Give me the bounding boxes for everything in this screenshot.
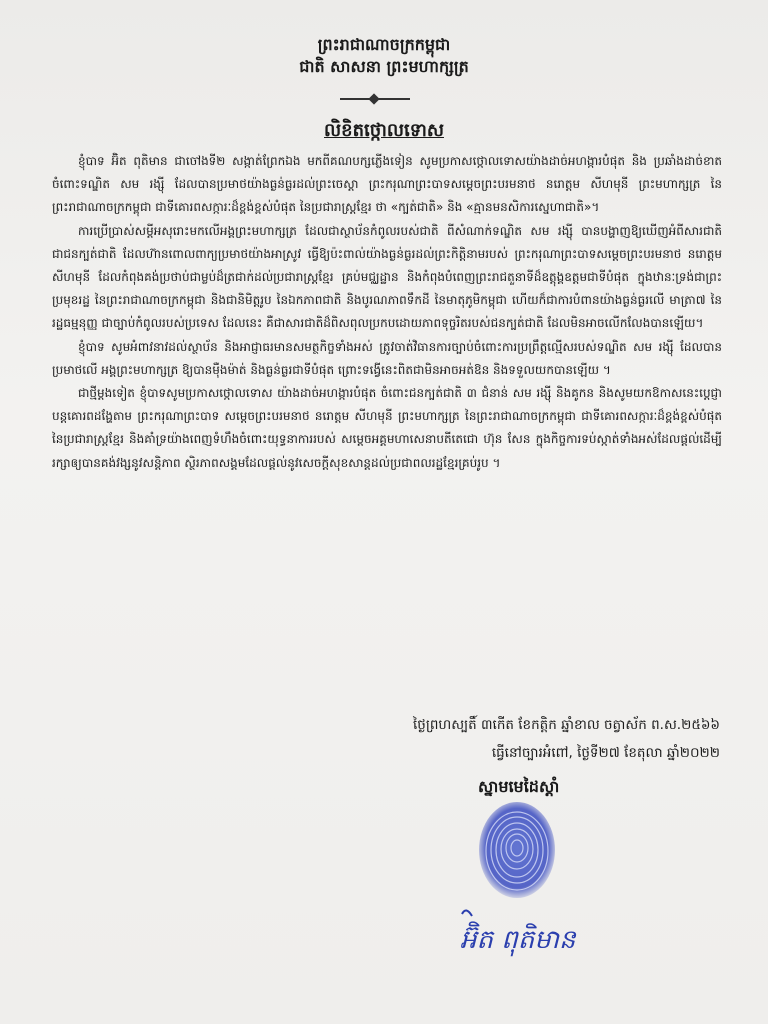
place-and-date: ធ្វើនៅច្បារអំពៅ, ថ្ងៃទី២៧ ខែតុលា ឆ្នាំ២០២២ — [491, 745, 720, 761]
paragraph: ជាថ្មីម្តងទៀត ខ្ញុំបាទសូមប្រកាសថ្កោលទោស យ៉ាងដាច់អហង្ការបំផុត ចំពោះជនក្បត់ជាតិ ៣ ជំនាន់ សម រង្ស៊ី និងគូកន និងសូមយកឱកាសនេះប្តេជ្ញាបន្តគោរពដង្ហែតាម ព្រះករុណាព្រះបាទ សម្តេចព្រះបរមនាថ នរោត្តម សីហមុនី ព្រះមហាក្សត្រ នៃព្រះរាជាណាចក្រកម្ពុជា ជាទីគោរពសក្ការៈដ៏ខ្ពង់ខ្ពស់បំផុតនៃប្រជារាស្ត្រខ្មែរ និងគាំទ្រយ៉ាងពេញទំហឹងចំពោះយុទ្ធនាការរបស់ សម្តេចអគ្គមហាសេនាបតីតេជោ ហ៊ុន សែន ក្នុងកិច្ចការទប់ស្កាត់ទាំងអស់ដែលផ្តល់ដើម្បីរក្សាឲ្យបានគង់វង្សនូវសន្តិភាព ស្ថិរភាពសង្គមដែលផ្តល់នូវសេចក្តីសុខសាន្តដល់ប្រជាពលរដ្ឋខ្មែរគ្រប់រូប ។ — [52, 386, 722, 470]
paragraph: ខ្ញុំបាទ សូមអំពាវនាវដល់ស្ថាប័ន និងអាជ្ញាធរមានសមត្ថកិច្ចទាំងអស់ ត្រូវចាត់វិធានការច្បាប់ចំពោះការប្រព្រឹត្តល្មើសរបស់ទណ្ឌិត សម រង្ស៊ី ដែលបានប្រមាថលើ អង្គព្រះមហាក្សត្រ ឱ្យបានម៉ឺងម៉ាត់ និងធ្ងន់ធ្ងរជាទីបំផុត ព្រោះទង្វើនេះពិតជាមិនអាចអត់ឱន និងទទួលយកបានឡើយ ។ — [52, 339, 722, 377]
thumbprint-label: ស្នាមមេដៃស្តាំ — [478, 777, 560, 796]
divider-ornament — [340, 98, 410, 100]
paragraph: ខ្ញុំបាទ អ៊ិត ពុតិមាន ជាចៅងទី២ សង្កាត់ព្រែកឯង មកពីគណបក្សភ្លើងទៀន សូមប្រកាសថ្កោលទោសយ៉ាងដាច់អហង្ការបំផុត និង ប្រឆាំងដាច់ខាតចំពោះទណ្ឌិត សម រង្ស៊ី ដែលបានប្រមាថយ៉ាងធ្ងន់ធ្ងរដល់ព្រះចេស្តា ព្រះករុណាព្រះបាទសម្តេចព្រះបរមនាថ នរោត្តម សីហមុនី ព្រះមហាក្សត្រ នៃព្រះរាជាណាចក្រកម្ពុជា ជាទីគោរពសក្ការៈដ៏ខ្ពង់ខ្ពស់បំផុត នៃប្រជារាស្ត្រខ្មែរ ថា «ក្បត់ជាតិ» និង «គ្មានមនសិការស្នេហាជាតិ»។ — [52, 154, 722, 215]
paragraph: ការប្រើប្រាស់សម្តីអសុរោះមកលើអង្គព្រះមហាក្សត្រ ដែលជាស្ថាប័នកំពូលរបស់ជាតិ ពីសំណាក់ទណ្ឌិត សម រង្ស៊ី បានបង្ហាញឱ្យឃើញអំពីសារជាតិ ជាជនក្បត់ជាតិ ដែលហ៊ានពោលពាក្យប្រមាថយ៉ាងអាស្រូវ ធ្វើឱ្យប៉ះពាល់យ៉ាងធ្ងន់ធ្ងរដល់ព្រះកិត្តិនាមរបស់ ព្រះករុណាព្រះបាទសម្តេចព្រះបរមនាថ នរោត្តម សីហមុនី ដែលកំពុងគង់ប្រថាប់ជាម្លប់ដ៏ត្រជាក់ដល់ប្រជារាស្ត្រខ្មែរ គ្រប់មជ្ឈដ្ឋាន និងកំពុងបំពេញព្រះរាជតួនាទីដ៏ឧត្តុង្គឧត្តមជាទីបំផុត ក្នុងឋានៈទ្រង់ជាព្រះប្រមុខរដ្ឋ នៃព្រះរាជាណាចក្រកម្ពុជា និងជានិមិត្តរូប នៃឯកភាពជាតិ និងបូរណភាពទឹកដី នៃមាតុភូមិកម្ពុជា ហើយក៏ជាការបំពានយ៉ាងធ្ងន់ធ្ងរលើ មាត្រា៧ នៃរដ្ឋធម្មនុញ្ញ ជាច្បាប់កំពូលរបស់ប្រទេស ដែលនេះ គឺជាសារជាតិដ៏ពិសពុលប្រកបដោយភាពទុច្ចរិតរបស់ជនក្បត់ជាតិ ដែលមិនអាចលើកលែងបានឡើយ។ — [52, 223, 722, 331]
handwritten-signature — [456, 906, 626, 966]
document-title: លិខិតថ្កោលទោស — [324, 120, 444, 141]
motto-heading: ជាតិ សាសនា ព្រះមហាក្សត្រ — [299, 57, 469, 76]
kingdom-heading: ព្រះរាជាណាចក្រកម្ពុជា — [317, 35, 451, 54]
thumbprint-image — [476, 800, 558, 900]
lunar-date: ថ្ងៃព្រហស្បតិ៍ ៣កើត ខែកត្តិក ឆ្នាំខាល ចត្វាស័ក ព.ស.២៥៦៦ — [412, 717, 720, 733]
document-body — [52, 150, 722, 475]
signature-text: អ៊ិត ពុតិមាន — [460, 925, 576, 955]
